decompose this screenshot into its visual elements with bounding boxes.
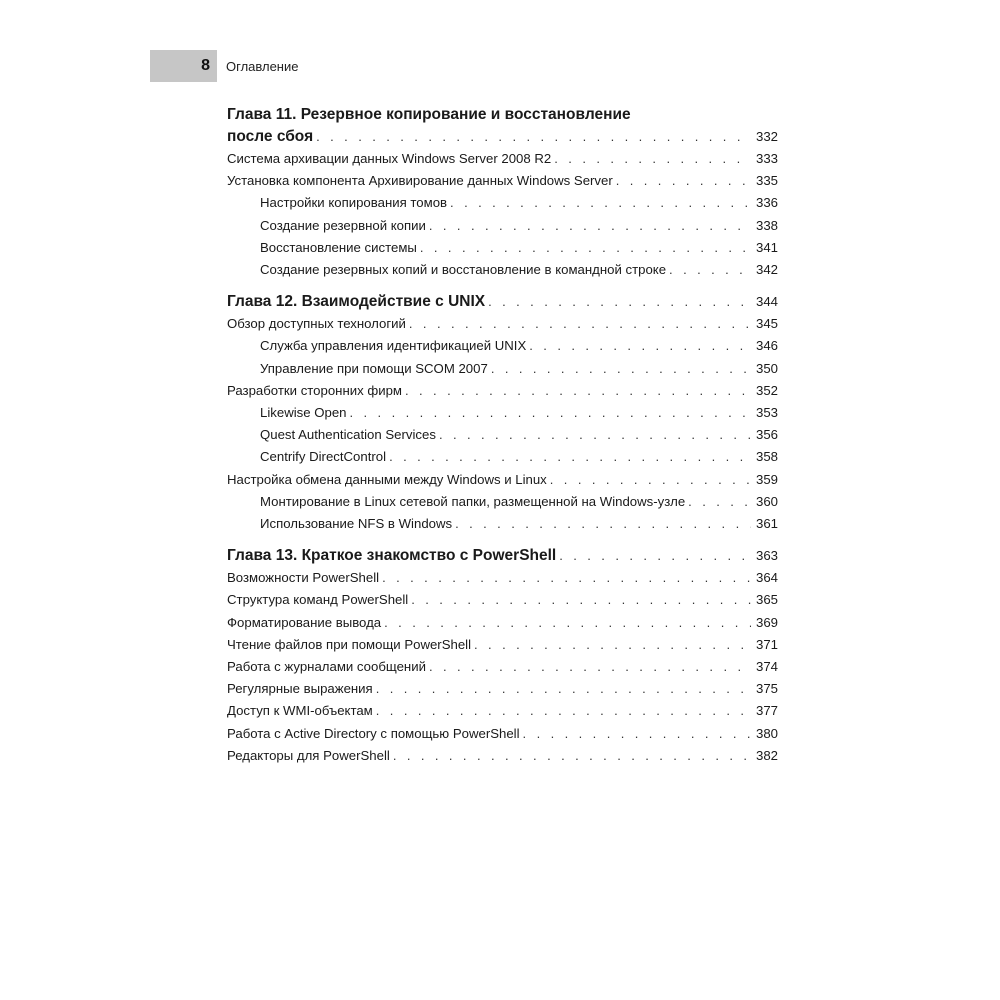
leader-dots (529, 335, 751, 357)
leader-dots (409, 313, 751, 335)
entry-title: Регулярные выражения (227, 681, 373, 697)
leader-dots (616, 170, 751, 192)
leader-dots (688, 491, 751, 513)
entry-title: Редакторы для PowerShell (227, 747, 390, 763)
entry-title: Создание резервных копий и восстановление в командной строке (260, 262, 667, 278)
leader-dots (393, 745, 751, 767)
toc-entry (227, 148, 778, 170)
entry-title: Форматирование вывода (227, 614, 382, 630)
toc-entry (227, 723, 778, 745)
toc-subentry (227, 424, 778, 446)
toc-subentry (227, 215, 778, 237)
entry-page: 359 (755, 471, 778, 487)
leader-dots (350, 402, 751, 424)
entry-page: 369 (755, 614, 778, 630)
toc-subentry (227, 237, 778, 259)
entry-page: 361 (755, 516, 778, 532)
chapter-page: 344 (755, 294, 778, 310)
toc-entry (227, 589, 778, 611)
leader-dots (376, 700, 751, 722)
toc-entry (227, 380, 778, 402)
toc-subentry (227, 402, 778, 424)
leader-dots (405, 380, 751, 402)
entry-page: 335 (755, 173, 778, 189)
entry-page: 364 (755, 570, 778, 586)
leader-dots (491, 358, 751, 380)
entry-page: 382 (755, 747, 778, 763)
leader-dots (429, 656, 751, 678)
toc-entry (227, 612, 778, 634)
entry-page: 371 (755, 636, 778, 652)
entry-title: Обзор доступных технологий (227, 316, 406, 332)
entry-title: Доступ к WMI-объектам (227, 703, 373, 719)
entry-page: 345 (755, 316, 778, 332)
running-header-title: Оглавление (226, 58, 299, 74)
toc-entry (227, 745, 778, 767)
leader-dots (474, 634, 751, 656)
chapter-page: 332 (755, 129, 778, 144)
leader-dots (669, 259, 751, 281)
entry-title: Система архивации данных Windows Server 2008 R2 (227, 151, 552, 166)
entry-page: 341 (755, 239, 778, 255)
entry-title: Чтение файлов при помощи PowerShell (227, 636, 472, 652)
chapter-title: Глава 13. Краткое знакомство с PowerShell (227, 547, 557, 565)
toc-entry (227, 313, 778, 335)
entry-title: Likewise Open (260, 405, 347, 421)
chapter-title-row (227, 291, 778, 313)
leader-dots (550, 469, 751, 491)
toc-entry (227, 567, 778, 589)
toc-entry (227, 700, 778, 722)
entry-page: 358 (755, 449, 778, 465)
page-number: 8 (150, 50, 217, 82)
entry-page: 350 (755, 360, 778, 376)
entry-title: Установка компонента Архивирование данных Windows Server (227, 173, 613, 189)
entry-page: 360 (755, 493, 778, 509)
leader-dots (384, 612, 751, 634)
entry-title: Монтирование в Linux сетевой папки, размещенной на Windows-узле (260, 493, 686, 509)
leader-dots (420, 237, 751, 259)
toc-entry (227, 678, 778, 700)
leader-dots (523, 723, 751, 745)
entry-page: 336 (755, 195, 778, 211)
chapter-title-row (227, 545, 778, 567)
entry-page: 342 (755, 262, 778, 278)
leader-dots (382, 567, 751, 589)
entry-page: 333 (755, 151, 778, 166)
entry-title: Работа с Active Directory с помощью PowerShell (227, 725, 520, 741)
chapter-11 (227, 104, 778, 281)
entry-title: Centrify DirectControl (260, 449, 387, 465)
entry-page: 377 (755, 703, 778, 719)
toc-subentry (227, 358, 778, 380)
chapter-page: 363 (755, 548, 778, 564)
leader-dots (429, 215, 751, 237)
entry-title: Работа с журналами сообщений (227, 659, 426, 675)
chapter-title-line-2: после сбоя (227, 128, 314, 145)
leader-dots (554, 148, 751, 170)
entry-page: 346 (755, 338, 778, 354)
leader-dots (439, 424, 751, 446)
entry-page: 352 (755, 382, 778, 398)
entry-page: 380 (755, 725, 778, 741)
leader-dots (488, 291, 751, 313)
entry-title: Quest Authentication Services (260, 427, 436, 443)
table-of-contents (227, 104, 778, 767)
toc-entry (227, 634, 778, 656)
leader-dots (316, 126, 751, 148)
entry-title: Использование NFS в Windows (260, 516, 453, 532)
entry-title: Настройка обмена данными между Windows и Linux (227, 471, 547, 487)
leader-dots (450, 192, 751, 214)
chapter-title-row (227, 126, 778, 148)
entry-title: Возможности PowerShell (227, 570, 380, 586)
entry-page: 365 (755, 592, 778, 608)
entry-page: 374 (755, 659, 778, 675)
entry-page: 353 (755, 405, 778, 421)
entry-page: 356 (755, 427, 778, 443)
entry-title: Разработки сторонних фирм (227, 382, 402, 398)
leader-dots (376, 678, 751, 700)
leader-dots (411, 589, 751, 611)
entry-title: Создание резервной копии (260, 217, 426, 233)
entry-title: Служба управления идентификацией UNIX (260, 338, 527, 354)
toc-subentry (227, 335, 778, 357)
toc-subentry (227, 192, 778, 214)
toc-entry (227, 656, 778, 678)
entry-title: Структура команд PowerShell (227, 592, 409, 608)
leader-dots (389, 446, 751, 468)
toc-subentry (227, 259, 778, 281)
running-header (150, 50, 298, 82)
toc-subentry (227, 513, 778, 535)
chapter-title: Глава 12. Взаимодействие с UNIX (227, 293, 486, 311)
entry-page: 375 (755, 681, 778, 697)
entry-title: Восстановление системы (260, 239, 417, 255)
chapter-title-line-1: Глава 11. Резервное копирование и восстановление (227, 106, 631, 123)
leader-dots (559, 545, 751, 567)
entry-title: Настройки копирования томов (260, 195, 448, 211)
chapter-12 (227, 291, 778, 535)
toc-subentry (227, 446, 778, 468)
chapter-13 (227, 545, 778, 767)
entry-title: Управление при помощи SCOM 2007 (260, 360, 488, 376)
toc-subentry (227, 491, 778, 513)
leader-dots (455, 513, 751, 535)
toc-entry (227, 170, 778, 192)
toc-entry (227, 469, 778, 491)
entry-page: 338 (755, 217, 778, 233)
